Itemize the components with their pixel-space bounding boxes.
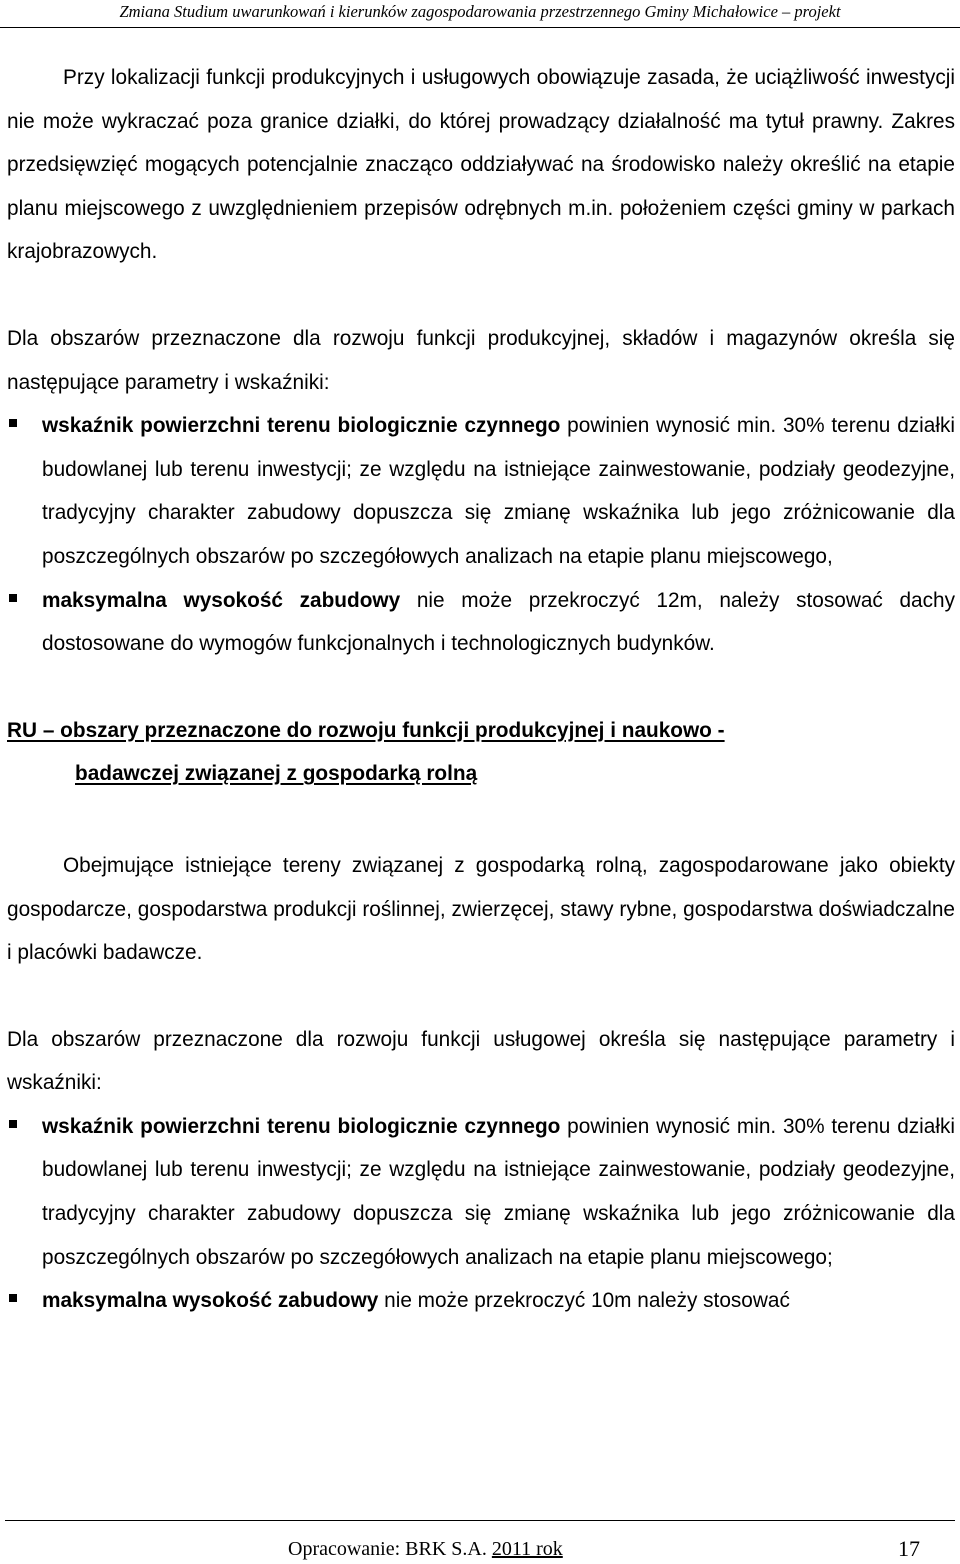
footer-credit-text: Opracowanie: BRK S.A. xyxy=(288,1538,492,1560)
square-bullet-icon xyxy=(9,1120,17,1128)
paragraph-production-params: Dla obszarów przeznaczone dla rozwoju funkcji produkcyjnej, składów i magazynów określa się następujące parametry i wskaźniki: xyxy=(7,326,955,394)
list-item-text: nie może przekroczyć 10m należy stosować xyxy=(378,1289,790,1313)
square-bullet-icon xyxy=(9,1294,17,1302)
footer-year: 2011 rok xyxy=(491,1538,563,1560)
list-item-term: wskaźnik powierzchni terenu biologicznie czynnego xyxy=(42,414,561,438)
paragraph-service-params: Dla obszarów przeznaczone dla rozwoju funkcji usługowej określa się następujące parametry i wskaźniki: xyxy=(7,1027,955,1095)
square-bullet-icon xyxy=(9,419,17,427)
list-item-text: nie może przekroczyć 12m, należy stosować dachy dostosowane do wymogów funkcjonalnych i technologicznych budynków. xyxy=(42,588,955,656)
list-item-text: powinien wynosić min. 30% terenu działki budowlanej lub terenu inwestycji; ze względu na istniejące zainwestowanie, podziały geodezyjne, tradycyjny charakter zabudowy dopuszcza się zmianę wskaźnika lub jego zróżnicowanie dla poszczególnych obszarów po szczegółowych analizach na etapie planu miejscowego; xyxy=(42,1114,955,1269)
list-item xyxy=(7,1279,955,1323)
list-item-term: wskaźnik powierzchni terenu biologicznie czynnego xyxy=(42,1114,561,1138)
list-item xyxy=(7,404,955,578)
paragraph-location-rule: Przy lokalizacji funkcji produkcyjnych i usługowych obowiązuje zasada, że uciążliwość inwestycji nie może wykraczać poza granice działki, do której prowadzący działalność ma tytuł prawny. Zakres przedsięwzięć mogących potencjalnie znacząco oddziaływać na środowisko należy określić na etapie planu miejscowego z uwzględnieniem przepisów odrębnych m.in. położeniem części gminy w parkach krajobrazowych. xyxy=(7,66,955,264)
heading-line-2: badawczej związanej z gospodarką rolną xyxy=(75,762,478,786)
square-bullet-icon xyxy=(9,594,17,602)
page-number: 17 xyxy=(898,1536,920,1561)
footer-divider xyxy=(5,1520,955,1521)
paragraph-ru-description: Obejmujące istniejące tereny związanej z gospodarką rolną, zagospodarowane jako obiekty gospodarcze, gospodarstwa produkcji roślinnej, zwierzęcej, stawy rybne, gospodarstwa doświadczalne i placówki badawcze. xyxy=(7,853,955,965)
heading-line-1: RU – obszary przeznaczone do rozwoju funkcji produkcyjnej i naukowo - xyxy=(7,718,725,742)
footer-credit xyxy=(288,1538,563,1561)
running-header xyxy=(0,0,960,28)
list-item-text: powinien wynosić min. 30% terenu działki budowlanej lub terenu inwestycji; ze względu na istniejące zainwestowanie, podziały geodezyjne, tradycyjny charakter zabudowy dopuszcza się zmianę wskaźnika lub jego zróżnicowanie dla poszczególnych obszarów po szczegółowych analizach na etapie planu miejscowego, xyxy=(42,414,955,568)
production-params-list xyxy=(7,404,955,666)
list-item xyxy=(7,1105,955,1279)
page-footer xyxy=(0,1536,960,1562)
service-params-list xyxy=(7,1105,955,1323)
list-item xyxy=(7,579,955,666)
section-heading-ru xyxy=(7,709,955,796)
list-item-term: maksymalna wysokość zabudowy xyxy=(42,588,401,612)
list-item-term: maksymalna wysokość zabudowy xyxy=(42,1289,379,1313)
document-body xyxy=(7,56,955,1323)
header-title: Zmiana Studium uwarunkowań i kierunków zagospodarowania przestrzennego Gminy Michałowice – projekt xyxy=(119,2,841,21)
